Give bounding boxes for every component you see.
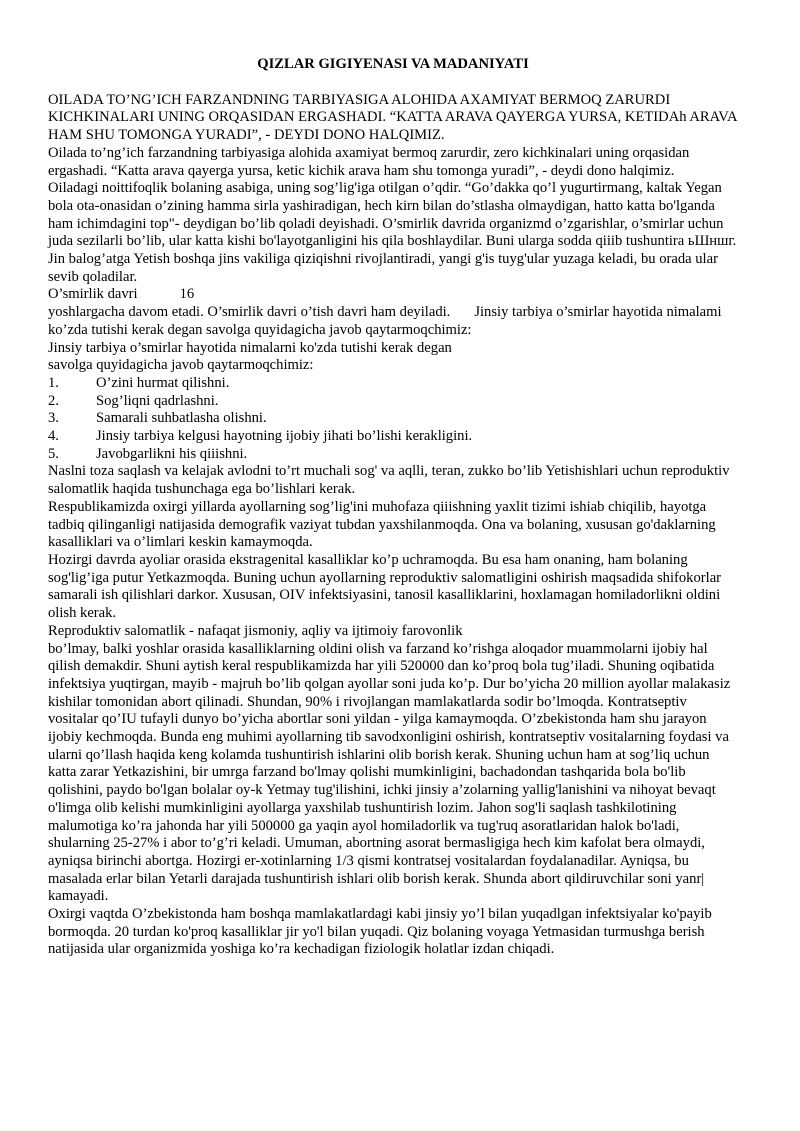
- list-text: Jinsiy tarbiya kelgusi hayotning ijobiy jihati bo’lishi kerakligini.: [96, 428, 473, 445]
- list-text: Javobgarlikni his qiiishni.: [96, 445, 248, 462]
- paragraph-question-2: savolga quyidagicha javob qaytarmoqchimiz:: [48, 357, 314, 374]
- paragraph-infections: Oxirgi vaqtda O’zbekistonda ham boshqa mamlakatlardagi kabi jinsiy yo’l bilan yuqadlgan infektsiyalar ko'payib bormoqda. 20 turdan ko'proq kasalliklar jir yo'l bilan yuqadi. Qiz bolaning voyaga Yetmasidan turmushga berish natijasida ular organizmida yoshiga ko’ra kechadigan fiziologik holatlar izdan chiqadi.: [48, 906, 712, 958]
- list-number: 3.: [48, 410, 59, 427]
- adolescence-label: O’smirlik davri: [48, 286, 138, 303]
- list-item: [48, 375, 738, 393]
- list-number: 1.: [48, 374, 59, 391]
- paragraph-reproductive-health: Reproduktiv salomatlik - nafaqat jismoniy, aqliy va ijtimoiy farovonlik: [48, 622, 463, 639]
- paragraph-question-1: Jinsiy tarbiya o’smirlar hayotida nimalarni ko'zda tutishi kerak degan: [48, 339, 452, 356]
- document-title: QIZLAR GIGIYENASI VA MADANIYATI: [257, 56, 529, 72]
- paragraph-diseases: Hozirgi davrda ayoliar orasida ekstragenital kasalliklar ko’p uchramoqda. Bu esa ham onaning, ham bolaning sog'lig’iga putur Yetkazmoqda. Buning uchun ayollarning reproduktiv salomatligini oshirish maqsadida shifokorlar samarali ish qilishlari darkor. Xususan, OIV infektsiyasini, tanosil kasalliklarini, hoxlamagan homiladorlikni oldini olish kerak.: [48, 551, 722, 622]
- question-text: Jinsiy tarbiya o’smirlar hayotida nimalami ko’zda tutishi kerak degan savolga quyidagicha javob qaytarmoqchimiz:: [48, 304, 722, 338]
- paragraph-transition: [48, 304, 738, 339]
- paragraph-republic: Respublikamizda oxirgi yillarda ayollarning sog’lig'ini muhofaza qiiishning yaxlit tizimi ishiab chiqilib, hayotga tadbiq qilinganligi natijasida demografik vaziyat tubdan yaxshilanmoqda. Ona va bolaning, xususan go'daklarning kasalliklari va o’limlari keskin kamaymoqda.: [48, 498, 716, 551]
- list-item: [48, 446, 738, 464]
- list-item: [48, 393, 738, 411]
- paragraph-adolescence: [48, 286, 738, 304]
- list-text: Sog’liqni qadrlashni.: [96, 392, 219, 409]
- paragraph-intro: Oilada to’ng’ich farzandning tarbiyasiga alohida axamiyat bermoq zarurdir, zero kichkinalari uning orqasidan ergashadi. “Katta arava qayerga yursa, ketic kichik arava ham shu tomonga yuradi”, - deydi dono halqimiz.: [48, 144, 690, 179]
- list-number: 2.: [48, 392, 59, 409]
- adolescence-age: 16: [179, 286, 195, 303]
- list-number: 4.: [48, 428, 59, 445]
- numbered-list: [48, 375, 738, 464]
- paragraph-abortion: bo’lmay, balki yoshlar orasida kasalliklarning oldini olish va farzand ko’rishga aloqador muammolarni ijobiy hal qilish demakdir. Shuni aytish keral respublikamizda har yili 520000 dan ko’proq bola tug’iladi. Shuning oqibatida infektsiya yuqtirgan, mayib - majruh bo’lib qolgan ayollar soni juda ko’p. Dur bo’yicha 20 million ayollar malakasiz kishilar tomonidan abort qilinadi. Shundan, 90% i rivojlangan mamlakatlarda sodir bo’lmoqda. Kontratseptiv vositalar qo’IU tufayli dunyo bo’yicha abortlar soni yildan - yilga kamaymoqda. O’zbekistonda ham shu jarayon ijobiy kechmoqda. Bunda eng muhimi ayollarning tib savodxonligini oshirish, kontratseptiv vositalarning foydasi va ularni qo’llash haqida keng kolamda tushuntirish ishlarini olib borish kerak. Shuning uchun ham at sog’liq uchun katta zarar Yetkazishini, bir umrga farzand bo'lmay qolishi mumkinligini, bachadondan tashqarida bola bo'lib qolishini, paydo bo'lgan bolalar oy-k Yetmay tug'ilishini, ichki jinsiy a’zolarning yallig'lanishini va nihoyat bevaqt o'limga olib kelishi mumkinligini ayollarga yaxshilab tushuntirish lozim. Jahon sog'li saqlash tashkilotining malumotiga ko’ra jahonda har yili 500000 ga yaqin ayol homiladorlik va tug'ruq asoratlaridan halok bo'ladi, shularning 25-27% i abor to’g’ri keladi. Umuman, abortning asorat bermasligiga hech kim kafolat bera olmaydi, ayniqsa birinchi abortga. Hozirgi er-xotinlarning 1/3 qismi kontratsej vositalardan foydalanadilar. Ayniqsa, bu masalada erlar bilan Yetarli darajada tushuntirish ishlari olib borish kerak. Shunda abort qildiruvchilar soni yanr| kamayadi.: [48, 640, 731, 905]
- list-text: O’zini hurmat qilishni.: [96, 374, 230, 391]
- list-text: Samarali suhbatlasha olishni.: [96, 410, 267, 427]
- caps-paragraph: OILADA TO’NG’ICH FARZANDNING TARBIYASIGA ALOHIDA AXAMIYAT BERMOQ ZARURDI KICHKINALARI UNING ORQASIDAN ERGASHADI. “KATTA ARAVA QAYERGA YURSA, KETIDAh ARAVA HAM SHU TOMONGA YURADI”, - DEYDI DONO HALQIMIZ.: [48, 91, 737, 144]
- transition-text: yoshlargacha davom etadi. O’smirlik davri o’tish davri ham deyiladi.: [48, 304, 451, 321]
- document-page: [48, 56, 738, 959]
- list-item: [48, 410, 738, 428]
- list-number: 5.: [48, 445, 59, 462]
- paragraph-family: Oiladagi noittifoqlik bolaning asabiga, uning sog’lig'iga otilgan o’qdir. “Go’dakka qo’l yugurtirmang, kaltak Yegan bola ota-onasidan o’zining hamma sirla yashiradigan, hech kirn bilan do’stlasha olmaydigan, hatto katta bo'lganda ham ichimdagini top"- deydigan bo’lib qoladi deyishadi. O’smirlik davrida organizmd o’zgarishlar, o’smirlar uchun juda sezilarli bo’lib, ular katta kishi bo'layotganligini his qila boshlaydilar. Buni ularga sodda qiiib tushuntira ьШншг. Jin balog’atga Yetish boshqa jins vakiliga qiziqishni rivojlantiradi, yangi g'is tuyg'ular yuzaga keladi, bu orada ular sevib qoladilar.: [48, 180, 737, 285]
- paragraph-heredity: Naslni toza saqlash va kelajak avlodni to’rt muchali sog' va aqlli, teran, zukko bo’lib Yetishishlari uchun reproduktiv salomatlik haqida tushunchaga ega bo’lishlari kerak.: [48, 463, 730, 498]
- list-item: [48, 428, 738, 446]
